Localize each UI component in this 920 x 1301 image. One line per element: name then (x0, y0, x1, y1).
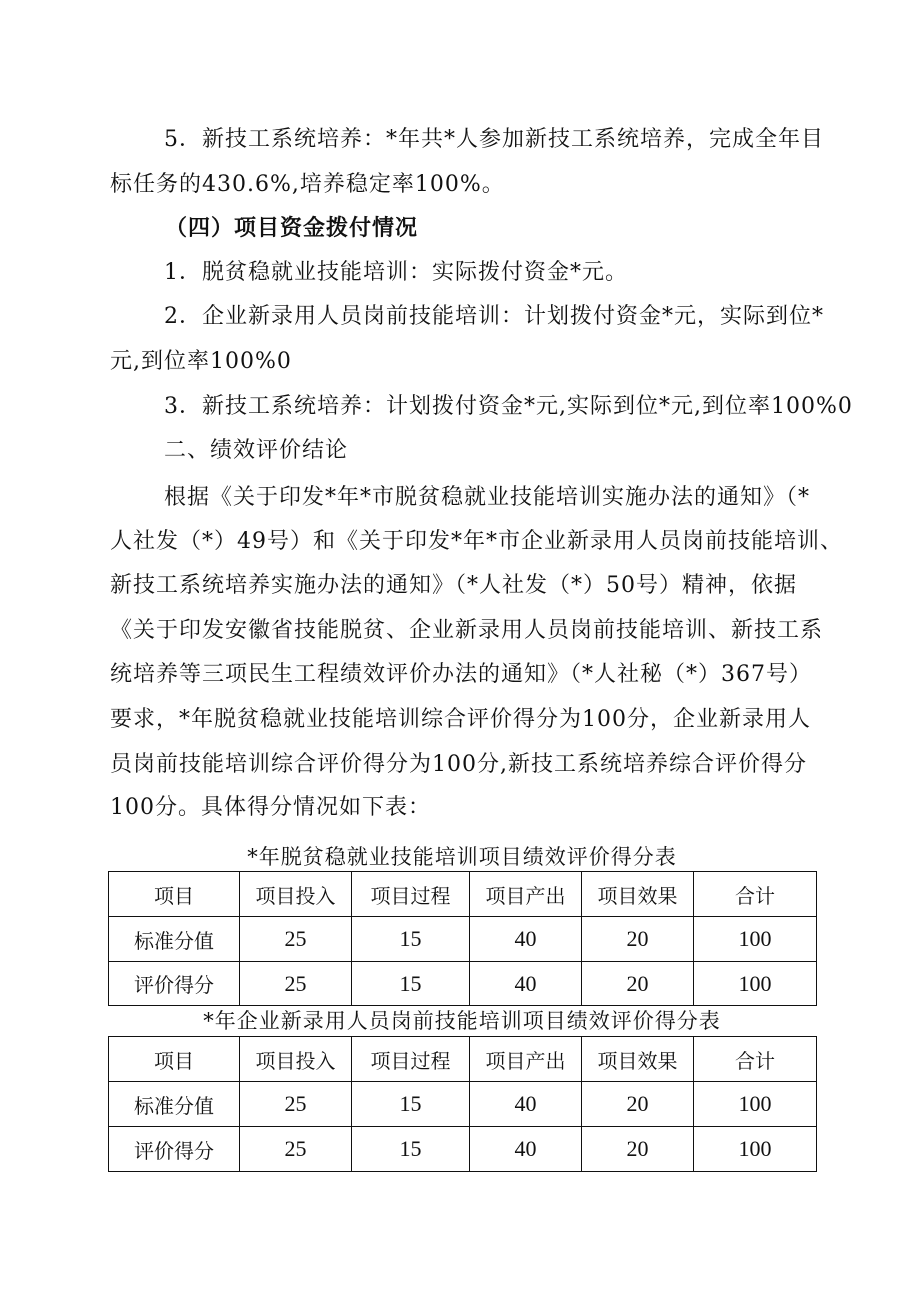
table-cell: 20 (582, 962, 694, 1006)
paragraph-line: 2．企业新录用人员岗前技能培训：计划拨付资金*元，实际到位* (164, 304, 824, 329)
table-caption: *年脱贫稳就业技能培训项目绩效评价得分表 (247, 845, 677, 869)
score-table (108, 871, 817, 1006)
paragraph-line: 根据《关于印发*年*市脱贫稳就业技能培训实施办法的通知》（* (164, 485, 811, 510)
header-cell: 项目产出 (470, 872, 582, 917)
header-cell: 项目投入 (240, 1037, 352, 1082)
paragraph-line: 《关于印发安徽省技能脱贫、企业新录用人员岗前技能培训、新技工系 (110, 618, 824, 643)
row-label-cell: 标准分值 (109, 1082, 240, 1127)
paragraph-line: 新技工系统培养实施办法的通知》（*人社发（*）50号）精神，依据 (110, 573, 797, 598)
table-cell: 15 (352, 1082, 470, 1127)
table-cell: 100 (694, 1082, 817, 1127)
section-heading: 二、绩效评价结论 (164, 438, 349, 463)
row-label-cell: 标准分值 (109, 917, 240, 962)
paragraph-line: 元,到位率100%0 (110, 349, 292, 374)
paragraph-line: 统培养等三项民生工程绩效评价办法的通知》（*人社秘（*）367号） (110, 662, 812, 687)
score-table (108, 1036, 817, 1172)
header-cell: 项目效果 (582, 1037, 694, 1082)
table-cell: 20 (582, 1127, 694, 1172)
row-label-cell: 评价得分 (109, 1127, 240, 1172)
table-row (109, 962, 817, 1006)
table-cell: 40 (470, 1127, 582, 1172)
table-cell: 15 (352, 1127, 470, 1172)
header-cell: 项目 (109, 872, 240, 917)
table-caption: *年企业新录用人员岗前技能培训项目绩效评价得分表 (203, 1009, 721, 1033)
paragraph-line: 1．脱贫稳就业技能培训：实际拨付资金*元。 (164, 260, 628, 285)
header-cell: 项目投入 (240, 872, 352, 917)
paragraph-line: 3．新技工系统培养：计划拨付资金*元,实际到位*元,到位率100%0 (164, 394, 853, 419)
table-cell: 20 (582, 917, 694, 962)
paragraph-line: 标任务的430.6%,培养稳定率100%。 (110, 172, 505, 197)
table-cell: 25 (240, 1127, 352, 1172)
table-cell: 100 (694, 962, 817, 1006)
table-cell: 25 (240, 962, 352, 1006)
table-cell: 15 (352, 962, 470, 1006)
header-cell: 项目过程 (352, 1037, 470, 1082)
row-label-cell: 评价得分 (109, 962, 240, 1006)
table-cell: 40 (470, 962, 582, 1006)
table-cell: 100 (694, 917, 817, 962)
table-row (109, 1082, 817, 1127)
paragraph-line: 人社发（*）49号）和《关于印发*年*市企业新录用人员岗前技能培训、 (110, 529, 843, 554)
paragraph-line: 5．新技工系统培养：*年共*人参加新技工系统培养，完成全年目 (164, 127, 824, 152)
section-heading: （四）项目资金拨付情况 (165, 215, 419, 241)
paragraph-line: 员岗前技能培训综合评价得分为100分,新技工系统培养综合评价得分 (110, 752, 807, 777)
paragraph-line: 100分。具体得分情况如下表： (110, 795, 431, 820)
table-cell: 40 (470, 1082, 582, 1127)
table-cell: 40 (470, 917, 582, 962)
table-cell: 15 (352, 917, 470, 962)
paragraph-line: 要求，*年脱贫稳就业技能培训综合评价得分为100分，企业新录用人 (110, 707, 811, 732)
header-cell: 项目 (109, 1037, 240, 1082)
table-row (109, 917, 817, 962)
header-cell: 项目过程 (352, 872, 470, 917)
table-row (109, 1127, 817, 1172)
table-cell: 100 (694, 1127, 817, 1172)
table-header-row (109, 1037, 817, 1082)
header-cell: 合计 (694, 872, 817, 917)
table-cell: 25 (240, 917, 352, 962)
table-cell: 25 (240, 1082, 352, 1127)
header-cell: 合计 (694, 1037, 817, 1082)
table-header-row (109, 872, 817, 917)
table-cell: 20 (582, 1082, 694, 1127)
header-cell: 项目效果 (582, 872, 694, 917)
header-cell: 项目产出 (470, 1037, 582, 1082)
